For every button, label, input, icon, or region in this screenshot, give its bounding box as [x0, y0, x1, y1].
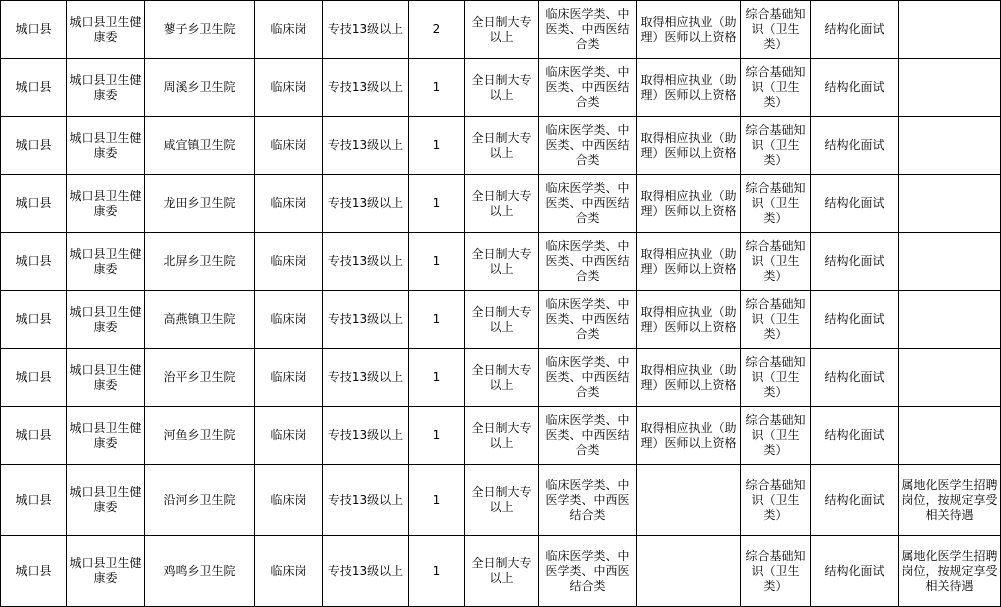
cell-unit: 河鱼乡卫生院 [145, 407, 255, 465]
cell-county: 城口县 [1, 117, 67, 175]
cell-post-level: 专技13级以上 [323, 349, 409, 407]
table-row [1, 349, 1001, 407]
cell-major: 临床医学类、中医学类、中西医结合类 [539, 465, 637, 536]
cell-employer: 城口县卫生健康委 [67, 1, 145, 59]
cell-remark [899, 291, 1001, 349]
cell-county: 城口县 [1, 291, 67, 349]
cell-remark [899, 59, 1001, 117]
cell-unit: 沿河乡卫生院 [145, 465, 255, 536]
cell-employer: 城口县卫生健康委 [67, 291, 145, 349]
cell-unit: 高燕镇卫生院 [145, 291, 255, 349]
cell-post-level: 专技13级以上 [323, 536, 409, 607]
cell-major: 临床医学类、中医类、中西医结合类 [539, 59, 637, 117]
cell-post-level: 专技13级以上 [323, 59, 409, 117]
cell-exam-subject: 综合基础知识（卫生类） [741, 291, 811, 349]
cell-interview-type: 结构化面试 [811, 536, 899, 607]
table-row [1, 59, 1001, 117]
cell-exam-subject: 综合基础知识（卫生类） [741, 59, 811, 117]
cell-exam-subject: 综合基础知识（卫生类） [741, 465, 811, 536]
cell-county: 城口县 [1, 1, 67, 59]
cell-exam-subject: 综合基础知识（卫生类） [741, 175, 811, 233]
cell-count: 1 [409, 291, 465, 349]
cell-major: 临床医学类、中医类、中西医结合类 [539, 1, 637, 59]
cell-county: 城口县 [1, 59, 67, 117]
cell-certificate: 取得相应执业（助理）医师以上资格 [637, 349, 741, 407]
cell-unit: 蓼子乡卫生院 [145, 1, 255, 59]
table-row [1, 233, 1001, 291]
table-row [1, 1, 1001, 59]
cell-post-name: 临床岗 [255, 465, 323, 536]
cell-education: 全日制大专以上 [465, 233, 539, 291]
table-body [1, 1, 1001, 607]
cell-employer: 城口县卫生健康委 [67, 117, 145, 175]
cell-count: 1 [409, 175, 465, 233]
cell-education: 全日制大专以上 [465, 117, 539, 175]
cell-interview-type: 结构化面试 [811, 465, 899, 536]
cell-certificate: 取得相应执业（助理）医师以上资格 [637, 291, 741, 349]
cell-exam-subject: 综合基础知识（卫生类） [741, 349, 811, 407]
cell-count: 1 [409, 233, 465, 291]
cell-interview-type: 结构化面试 [811, 349, 899, 407]
cell-count: 1 [409, 349, 465, 407]
cell-education: 全日制大专以上 [465, 1, 539, 59]
cell-education: 全日制大专以上 [465, 291, 539, 349]
cell-remark [899, 349, 1001, 407]
table-row [1, 465, 1001, 536]
cell-county: 城口县 [1, 349, 67, 407]
cell-post-level: 专技13级以上 [323, 117, 409, 175]
cell-major: 临床医学类、中医类、中西医结合类 [539, 233, 637, 291]
cell-major: 临床医学类、中医类、中西医结合类 [539, 291, 637, 349]
cell-remark: 属地化医学生招聘岗位，按规定享受相关待遇 [899, 465, 1001, 536]
cell-education: 全日制大专以上 [465, 175, 539, 233]
table-row [1, 536, 1001, 607]
cell-major: 临床医学类、中医类、中西医结合类 [539, 407, 637, 465]
cell-major: 临床医学类、中医类、中西医结合类 [539, 175, 637, 233]
cell-county: 城口县 [1, 407, 67, 465]
cell-unit: 咸宜镇卫生院 [145, 117, 255, 175]
cell-post-name: 临床岗 [255, 233, 323, 291]
cell-unit: 鸡鸣乡卫生院 [145, 536, 255, 607]
cell-exam-subject: 综合基础知识（卫生类） [741, 117, 811, 175]
cell-unit: 北屏乡卫生院 [145, 233, 255, 291]
cell-interview-type: 结构化面试 [811, 407, 899, 465]
cell-interview-type: 结构化面试 [811, 59, 899, 117]
cell-education: 全日制大专以上 [465, 349, 539, 407]
cell-certificate: 取得相应执业（助理）医师以上资格 [637, 175, 741, 233]
cell-count: 1 [409, 465, 465, 536]
cell-interview-type: 结构化面试 [811, 291, 899, 349]
cell-remark [899, 117, 1001, 175]
cell-education: 全日制大专以上 [465, 407, 539, 465]
cell-county: 城口县 [1, 536, 67, 607]
cell-remark [899, 1, 1001, 59]
cell-certificate: 取得相应执业（助理）医师以上资格 [637, 59, 741, 117]
cell-employer: 城口县卫生健康委 [67, 175, 145, 233]
cell-certificate [637, 465, 741, 536]
cell-post-name: 临床岗 [255, 536, 323, 607]
cell-post-level: 专技13级以上 [323, 1, 409, 59]
cell-post-level: 专技13级以上 [323, 291, 409, 349]
cell-employer: 城口县卫生健康委 [67, 536, 145, 607]
cell-unit: 周溪乡卫生院 [145, 59, 255, 117]
cell-remark: 属地化医学生招聘岗位，按规定享受相关待遇 [899, 536, 1001, 607]
cell-certificate [637, 536, 741, 607]
cell-interview-type: 结构化面试 [811, 233, 899, 291]
table-row [1, 175, 1001, 233]
cell-post-name: 临床岗 [255, 117, 323, 175]
cell-county: 城口县 [1, 175, 67, 233]
cell-post-level: 专技13级以上 [323, 407, 409, 465]
cell-post-level: 专技13级以上 [323, 175, 409, 233]
cell-employer: 城口县卫生健康委 [67, 349, 145, 407]
cell-interview-type: 结构化面试 [811, 117, 899, 175]
cell-remark [899, 407, 1001, 465]
cell-count: 1 [409, 407, 465, 465]
cell-interview-type: 结构化面试 [811, 1, 899, 59]
cell-post-name: 临床岗 [255, 349, 323, 407]
cell-major: 临床医学类、中医学类、中西医结合类 [539, 536, 637, 607]
table-row [1, 291, 1001, 349]
cell-count: 1 [409, 536, 465, 607]
cell-exam-subject: 综合基础知识（卫生类） [741, 1, 811, 59]
cell-employer: 城口县卫生健康委 [67, 233, 145, 291]
cell-post-name: 临床岗 [255, 407, 323, 465]
cell-count: 2 [409, 1, 465, 59]
cell-post-name: 临床岗 [255, 291, 323, 349]
cell-remark [899, 233, 1001, 291]
cell-post-name: 临床岗 [255, 59, 323, 117]
cell-post-name: 临床岗 [255, 175, 323, 233]
cell-employer: 城口县卫生健康委 [67, 465, 145, 536]
cell-employer: 城口县卫生健康委 [67, 59, 145, 117]
cell-exam-subject: 综合基础知识（卫生类） [741, 407, 811, 465]
cell-county: 城口县 [1, 465, 67, 536]
cell-remark [899, 175, 1001, 233]
table-row [1, 407, 1001, 465]
cell-unit: 治平乡卫生院 [145, 349, 255, 407]
cell-exam-subject: 综合基础知识（卫生类） [741, 536, 811, 607]
cell-major: 临床医学类、中医类、中西医结合类 [539, 117, 637, 175]
cell-post-level: 专技13级以上 [323, 233, 409, 291]
cell-certificate: 取得相应执业（助理）医师以上资格 [637, 117, 741, 175]
cell-certificate: 取得相应执业（助理）医师以上资格 [637, 233, 741, 291]
cell-certificate: 取得相应执业（助理）医师以上资格 [637, 407, 741, 465]
cell-count: 1 [409, 117, 465, 175]
cell-certificate: 取得相应执业（助理）医师以上资格 [637, 1, 741, 59]
cell-count: 1 [409, 59, 465, 117]
cell-interview-type: 结构化面试 [811, 175, 899, 233]
cell-post-name: 临床岗 [255, 1, 323, 59]
cell-employer: 城口县卫生健康委 [67, 407, 145, 465]
cell-education: 全日制大专以上 [465, 536, 539, 607]
cell-county: 城口县 [1, 233, 67, 291]
cell-major: 临床医学类、中医类、中西医结合类 [539, 349, 637, 407]
cell-post-level: 专技13级以上 [323, 465, 409, 536]
cell-exam-subject: 综合基础知识（卫生类） [741, 233, 811, 291]
table-row [1, 117, 1001, 175]
cell-education: 全日制大专以上 [465, 465, 539, 536]
cell-unit: 龙田乡卫生院 [145, 175, 255, 233]
cell-education: 全日制大专以上 [465, 59, 539, 117]
